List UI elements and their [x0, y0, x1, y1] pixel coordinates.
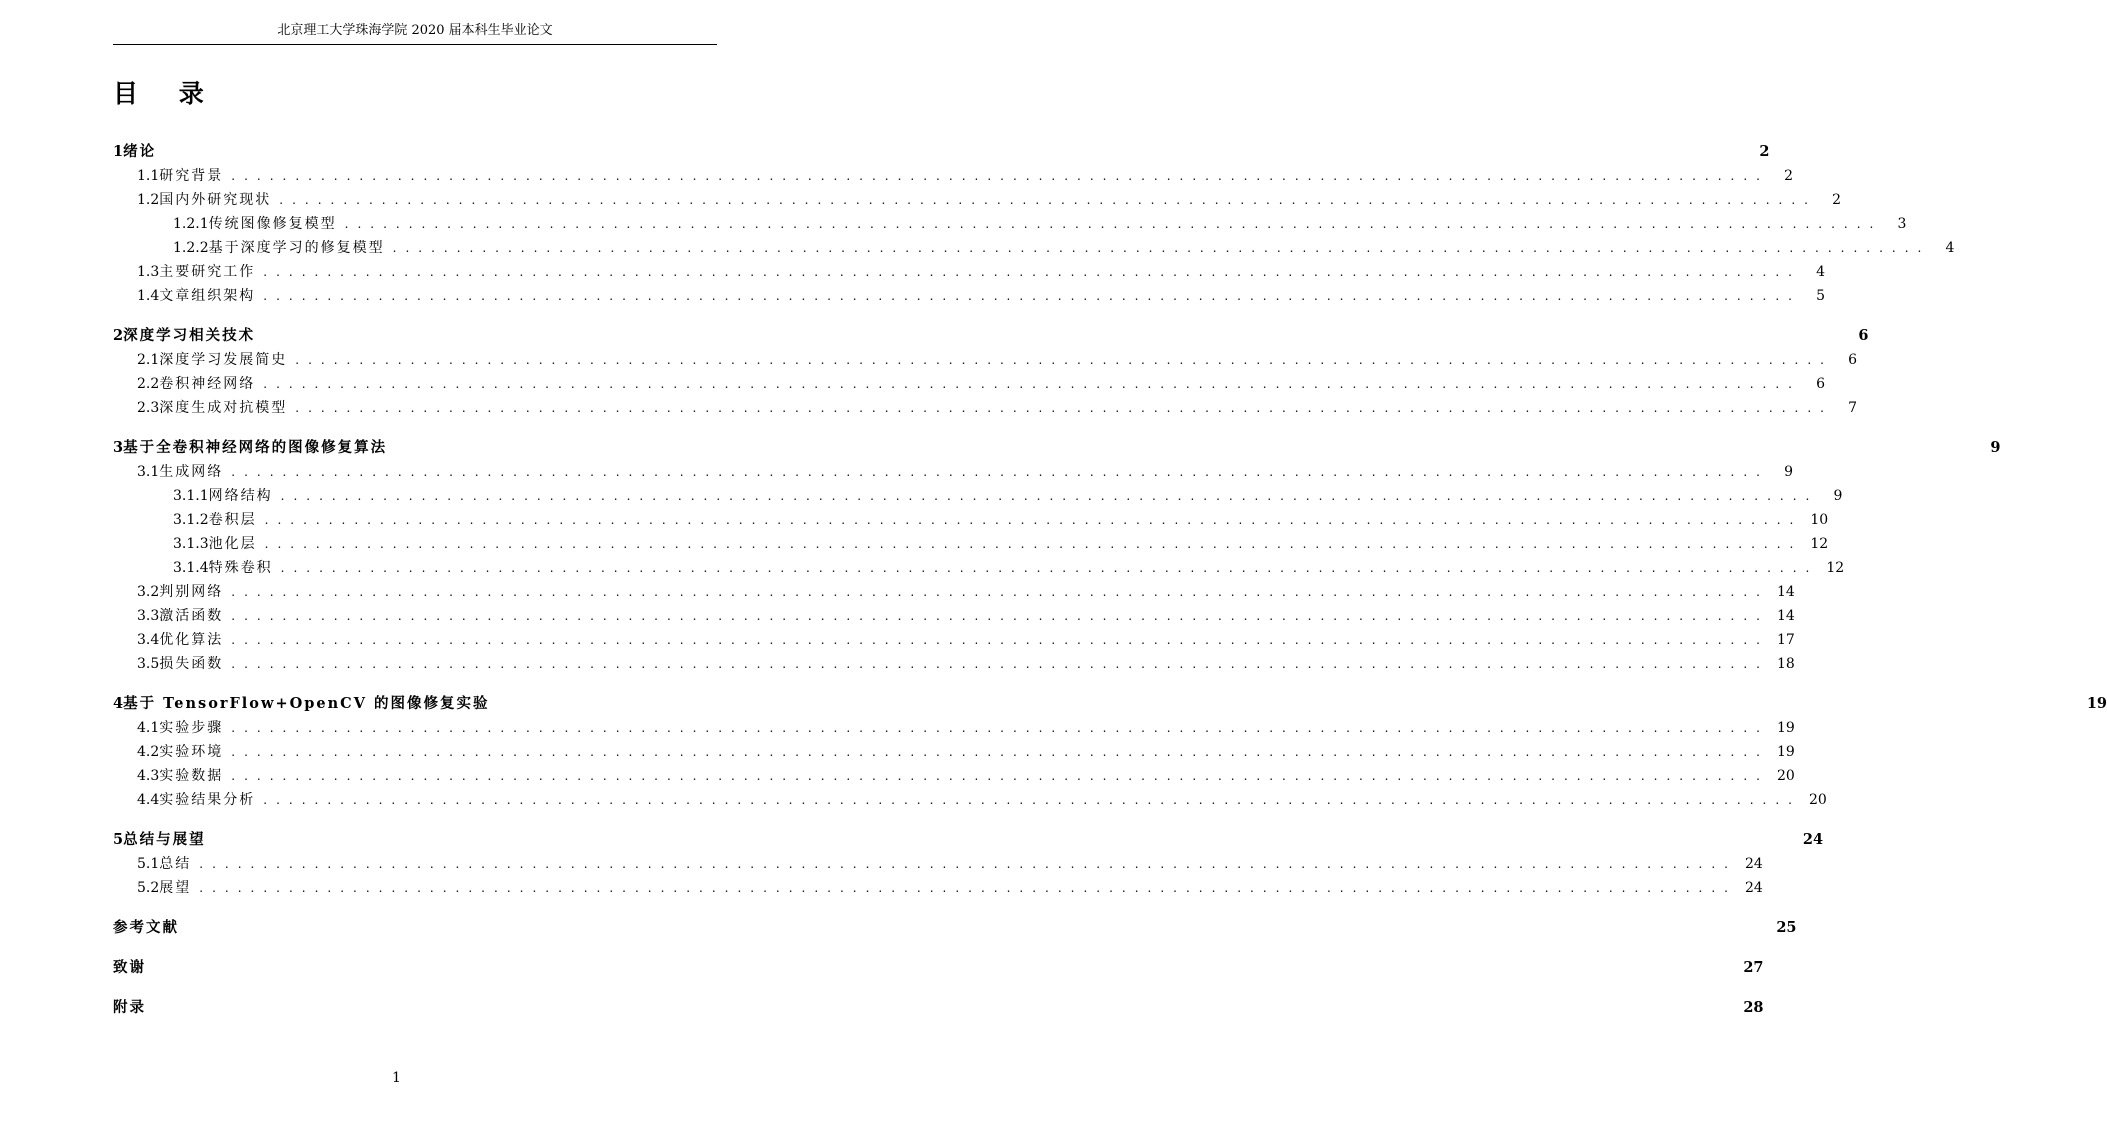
toc-entry-title: 展望: [159, 880, 192, 896]
toc-dot-leader: ........................................................................................................................: [231, 609, 1769, 623]
toc-entry[interactable]: [113, 484, 1843, 508]
toc-dot-leader: ........................................................................................................................: [392, 241, 1931, 255]
toc-entry-title: 国内外研究现状: [159, 192, 272, 208]
toc-entry-page: 28: [1743, 999, 1764, 1016]
toc-entry-number: 1: [113, 143, 124, 160]
toc-entry-page: 24: [1745, 856, 1763, 872]
toc-entry-page: 24: [1802, 831, 1824, 848]
toc-entry-title: 卷积神经网络: [159, 376, 256, 392]
toc-entry[interactable]: [113, 188, 1841, 212]
toc-entry-page: 3: [1897, 216, 1907, 232]
toc-entry-title: 实验环境: [159, 744, 224, 760]
toc-entry[interactable]: [113, 140, 1770, 164]
toc-entry[interactable]: [113, 916, 1797, 940]
toc-entry-number: 3.1.3: [173, 536, 209, 552]
toc-entry-title: 判别网络: [159, 584, 224, 600]
toc-entry-page: 9: [1833, 488, 1843, 504]
toc-entry-number: 2.3: [137, 400, 160, 416]
toc-entry-page: 25: [1776, 919, 1797, 936]
toc-entry-page: 4: [1816, 264, 1825, 280]
toc-entry-number: 5.1: [137, 856, 160, 872]
toc-entry-number: 3.1: [137, 464, 160, 480]
toc-entry-number: 1.2.2: [173, 240, 209, 256]
toc-entry-number: 1.2.1: [173, 216, 209, 232]
toc-dot-leader: ........................................................................................................................: [295, 401, 1833, 415]
toc-entry-page: 12: [1826, 560, 1845, 576]
toc-dot-leader: ........................................................................................................................: [295, 353, 1833, 367]
toc-entry-number: 3.2: [137, 584, 160, 600]
toc-entry-title: 实验结果分析: [159, 792, 256, 808]
toc-entry[interactable]: [113, 556, 1845, 580]
toc-entry-number: 3: [113, 439, 124, 456]
running-header: 北京理工大学珠海学院 2020 届本科生毕业论文: [277, 23, 553, 38]
toc-dot-leader: ........................................................................................................................: [280, 561, 1819, 575]
toc-entry-title: 激活函数: [159, 608, 224, 624]
page-number: 1: [392, 1070, 401, 1086]
toc-entry-page: 6: [1858, 327, 1869, 344]
toc-entry[interactable]: [113, 260, 1825, 284]
toc-entry[interactable]: [113, 828, 1824, 852]
toc-entry-page: 10: [1810, 512, 1829, 528]
toc-entry-title: 基于 TensorFlow+OpenCV 的图像修复实验: [123, 695, 490, 712]
toc-entry[interactable]: [113, 652, 1795, 676]
toc-dot-leader: ........................................................................................................................: [231, 465, 1769, 479]
toc-entry-title: 优化算法: [159, 632, 224, 648]
toc-entry-title: 绪论: [123, 143, 157, 160]
toc-dot-leader: ........................................................................................................................: [199, 881, 1737, 895]
toc-entry[interactable]: [113, 284, 1825, 308]
toc-entry-page: 7: [1848, 400, 1857, 416]
toc-entry-title: 总结: [159, 856, 192, 872]
toc-dot-leader: ........................................................................................................................: [264, 513, 1803, 527]
toc-dot-leader: ........................................................................................................................: [231, 745, 1769, 759]
toc-entry-page: 20: [1809, 792, 1827, 808]
toc-entry-page: 19: [1777, 720, 1795, 736]
toc-entry-number: 2: [113, 327, 124, 344]
toc-dot-leader: ........................................................................................................................: [263, 377, 1801, 391]
toc-entry[interactable]: [113, 372, 1825, 396]
toc-entry-title: 损失函数: [159, 656, 224, 672]
toc-entry-page: 17: [1777, 632, 1795, 648]
toc-entry[interactable]: [113, 212, 1907, 236]
toc-entry-title: 传统图像修复模型: [208, 216, 337, 232]
toc-dot-leader: ........................................................................................................................: [279, 193, 1817, 207]
toc-entry-title: 特殊卷积: [208, 560, 273, 576]
header-rule: [113, 44, 717, 45]
toc-entry-page: 2: [1759, 143, 1770, 160]
toc-dot-leader: ........................................................................................................................: [264, 537, 1803, 551]
toc-entry[interactable]: [113, 532, 1829, 556]
toc-entry-number: 1.4: [137, 288, 160, 304]
toc-entry[interactable]: [113, 764, 1795, 788]
toc-entry[interactable]: [113, 236, 1955, 260]
toc-entry-number: 2.2: [137, 376, 160, 392]
toc-entry[interactable]: [113, 580, 1795, 604]
toc-entry-page: 19: [2086, 695, 2107, 712]
toc-entry-title: 致谢: [113, 959, 146, 976]
toc-entry[interactable]: [113, 876, 1763, 900]
toc-entry-page: 14: [1777, 608, 1795, 624]
toc-entry-page: 4: [1945, 240, 1955, 256]
toc-entry-title: 卷积层: [208, 512, 257, 528]
toc-dot-leader: ........................................................................................................................: [231, 769, 1769, 783]
toc-entry-number: 3.5: [137, 656, 160, 672]
toc-entry[interactable]: [113, 956, 1764, 980]
toc-entry-title: 主要研究工作: [159, 264, 256, 280]
toc-entry[interactable]: [113, 740, 1795, 764]
toc-entry[interactable]: [113, 508, 1829, 532]
toc-entry-number: 5.2: [137, 880, 160, 896]
toc-entry-page: 14: [1777, 584, 1795, 600]
toc-entry[interactable]: [113, 324, 1869, 348]
toc-entry-page: 9: [1990, 439, 2001, 456]
toc-entry-title: 池化层: [208, 536, 257, 552]
toc-entry[interactable]: [113, 348, 1857, 372]
toc-entry-number: 1.2: [137, 192, 160, 208]
toc-entry-number: 5: [113, 831, 124, 848]
table-of-contents: [113, 140, 2107, 1020]
toc-entry[interactable]: [113, 996, 1764, 1020]
toc-entry-number: 1.1: [137, 168, 160, 184]
toc-entry[interactable]: [113, 460, 1793, 484]
toc-dot-leader: ........................................................................................................................: [231, 169, 1769, 183]
toc-entry-number: 4.3: [137, 768, 160, 784]
toc-entry-title: 基于全卷积神经网络的图像修复算法: [123, 439, 388, 456]
toc-entry-title: 深度生成对抗模型: [159, 400, 288, 416]
toc-entry-number: 3.1.4: [173, 560, 209, 576]
toc-entry-title: 实验数据: [159, 768, 224, 784]
toc-entry[interactable]: [113, 604, 1795, 628]
toc-entry[interactable]: [113, 692, 2107, 716]
toc-entry[interactable]: [113, 396, 1857, 420]
toc-entry[interactable]: [113, 852, 1763, 876]
toc-entry-page: 9: [1784, 464, 1793, 480]
toc-entry-page: 6: [1848, 352, 1857, 368]
toc-entry-title: 参考文献: [113, 919, 179, 936]
toc-entry-number: 4: [113, 695, 124, 712]
toc-entry-title: 深度学习相关技术: [123, 327, 256, 344]
toc-entry-number: 3.1.2: [173, 512, 209, 528]
toc-entry-page: 19: [1777, 744, 1795, 760]
toc-entry-title: 实验步骤: [159, 720, 224, 736]
toc-entry[interactable]: [113, 628, 1795, 652]
toc-entry-page: 24: [1745, 880, 1763, 896]
toc-entry-title: 附录: [113, 999, 146, 1016]
toc-entry-number: 3.4: [137, 632, 160, 648]
toc-dot-leader: ........................................................................................................................: [344, 217, 1883, 231]
toc-dot-leader: ........................................................................................................................: [263, 265, 1801, 279]
toc-dot-leader: ........................................................................................................................: [231, 657, 1769, 671]
toc-entry-title: 总结与展望: [123, 831, 206, 848]
toc-entry-number: 4.4: [137, 792, 160, 808]
toc-dot-leader: ........................................................................................................................: [263, 289, 1801, 303]
toc-entry-title: 文章组织架构: [159, 288, 256, 304]
toc-entry[interactable]: [113, 164, 1793, 188]
toc-dot-leader: ........................................................................................................................: [231, 633, 1769, 647]
toc-entry[interactable]: [113, 716, 1795, 740]
toc-entry-title: 深度学习发展简史: [159, 352, 288, 368]
toc-entry-page: 12: [1810, 536, 1829, 552]
toc-title: 目 录: [113, 79, 220, 108]
toc-entry[interactable]: [113, 436, 2001, 460]
toc-entry[interactable]: [113, 788, 1827, 812]
toc-entry-title: 研究背景: [159, 168, 224, 184]
toc-entry-title: 基于深度学习的修复模型: [208, 240, 385, 256]
toc-entry-page: 6: [1816, 376, 1825, 392]
toc-entry-number: 3.1.1: [173, 488, 209, 504]
toc-entry-page: 27: [1743, 959, 1764, 976]
toc-entry-page: 18: [1777, 656, 1795, 672]
toc-entry-number: 1.3: [137, 264, 160, 280]
toc-entry-number: 4.1: [137, 720, 160, 736]
toc-dot-leader: ........................................................................................................................: [231, 721, 1769, 735]
toc-entry-page: 20: [1777, 768, 1795, 784]
toc-entry-title: 生成网络: [159, 464, 224, 480]
toc-dot-leader: ........................................................................................................................: [199, 857, 1737, 871]
toc-entry-page: 5: [1816, 288, 1825, 304]
toc-entry-number: 2.1: [137, 352, 160, 368]
toc-dot-leader: ........................................................................................................................: [280, 489, 1819, 503]
toc-entry-page: 2: [1784, 168, 1793, 184]
toc-dot-leader: ........................................................................................................................: [231, 585, 1769, 599]
toc-entry-number: 3.3: [137, 608, 160, 624]
toc-dot-leader: ........................................................................................................................: [263, 793, 1801, 807]
toc-entry-number: 4.2: [137, 744, 160, 760]
toc-entry-title: 网络结构: [208, 488, 273, 504]
toc-entry-page: 2: [1832, 192, 1841, 208]
